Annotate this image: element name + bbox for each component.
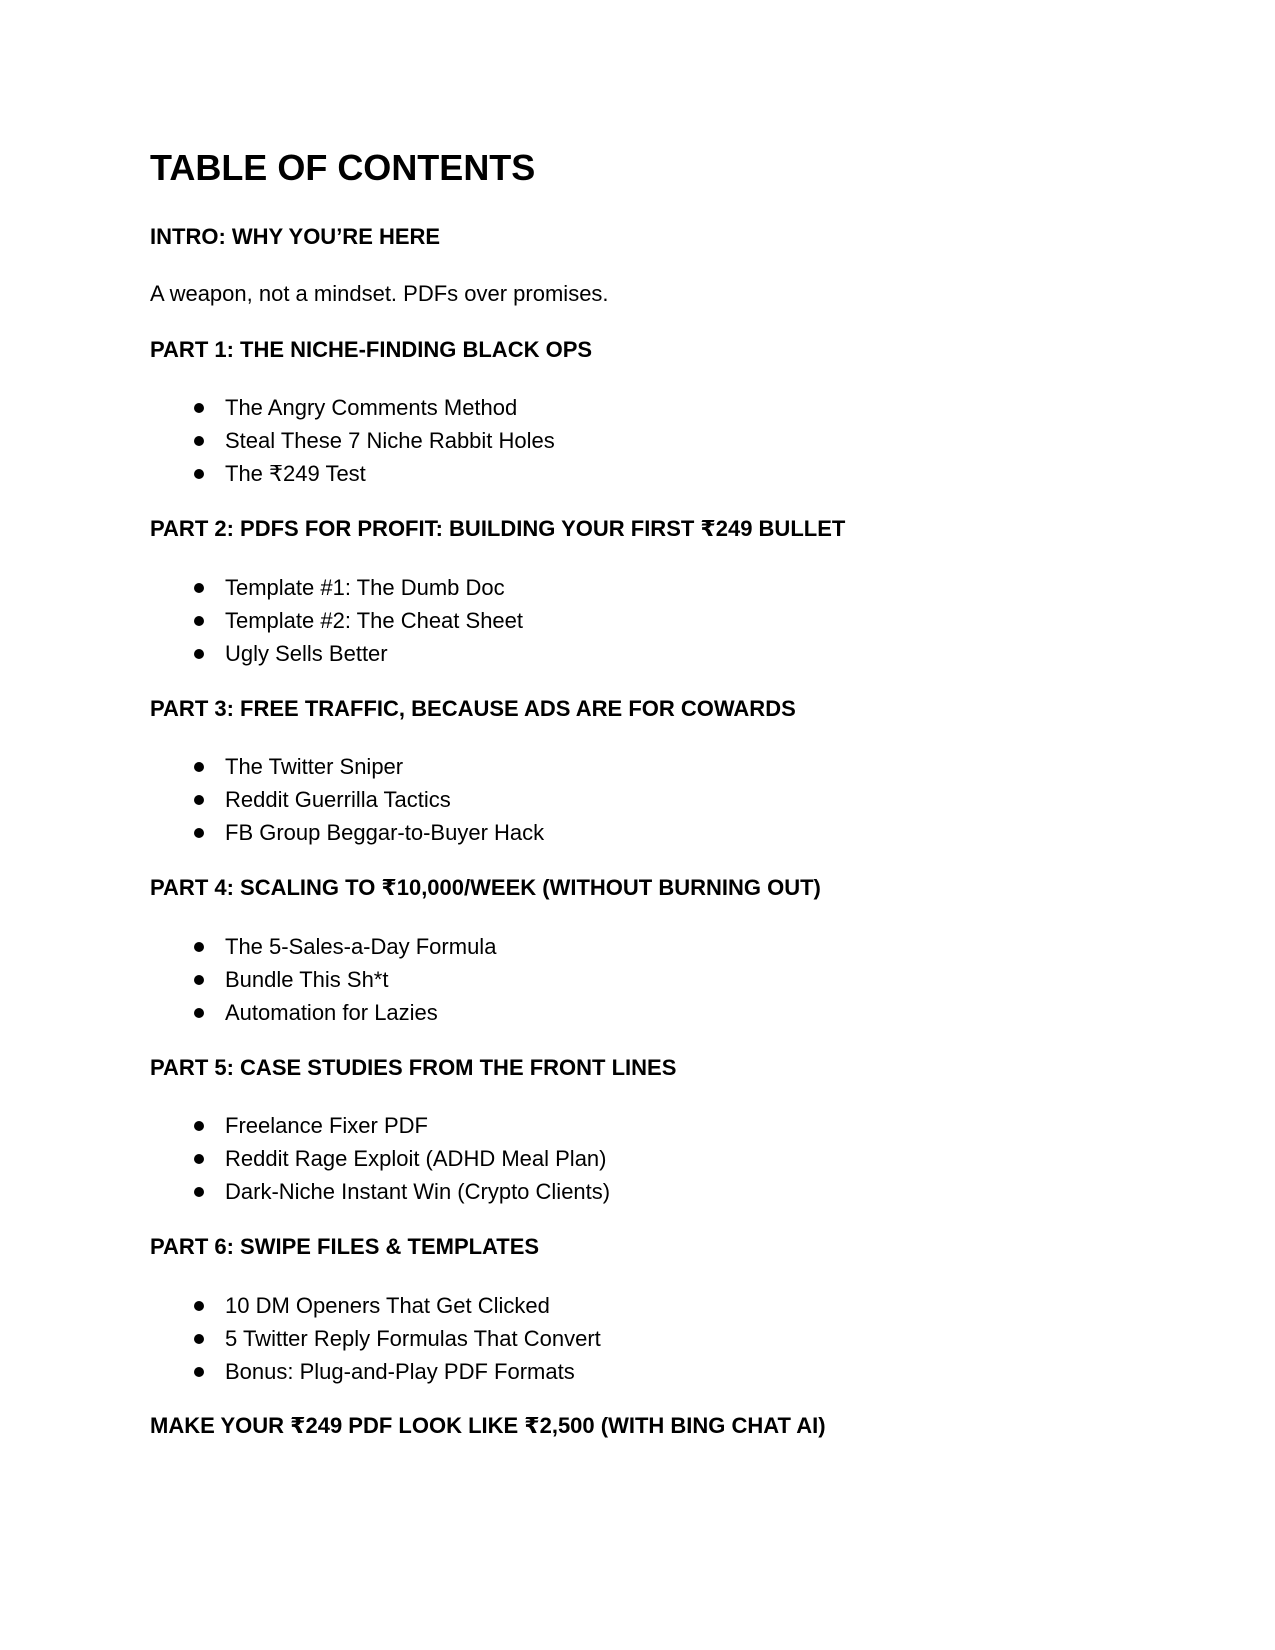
part-5-heading: PART 5: CASE STUDIES FROM THE FRONT LINES (150, 1055, 677, 1080)
part-4-heading: PART 4: SCALING TO ₹10,000/WEEK (WITHOUT BURNING OUT) (150, 875, 821, 900)
bullet-icon (194, 1121, 204, 1131)
bullet-icon (194, 1301, 204, 1311)
bullet-icon (194, 436, 204, 446)
part-1-heading: PART 1: THE NICHE-FINDING BLACK OPS (150, 337, 593, 362)
bullet-icon (194, 942, 204, 952)
bullet-icon (194, 1334, 204, 1344)
bullet-icon (194, 1367, 204, 1377)
final-heading: MAKE YOUR ₹249 PDF LOOK LIKE ₹2,500 (WITH BING CHAT AI) (150, 1413, 826, 1438)
page-title: TABLE OF CONTENTS (150, 147, 536, 188)
bullet-icon (194, 762, 204, 772)
bullet-icon (194, 583, 204, 593)
bullet-icon (194, 975, 204, 985)
intro-text: A weapon, not a mindset. PDFs over promises. (150, 281, 609, 306)
part-6-heading: PART 6: SWIPE FILES & TEMPLATES (150, 1234, 540, 1259)
bullet-icon (194, 616, 204, 626)
bullet-icon (194, 1008, 204, 1018)
part-2-heading: PART 2: PDFS FOR PROFIT: BUILDING YOUR FIRST ₹249 BULLET (150, 516, 846, 541)
bullet-icon (194, 649, 204, 659)
bullet-icon (194, 1187, 204, 1197)
bullet-icon (194, 828, 204, 838)
bullet-icon (194, 403, 204, 413)
bullet-icon (194, 1154, 204, 1164)
bullet-icon (194, 795, 204, 805)
intro-heading: INTRO: WHY YOU’RE HERE (150, 224, 441, 249)
bullet-icon (194, 469, 204, 479)
part-3-heading: PART 3: FREE TRAFFIC, BECAUSE ADS ARE FOR COWARDS (150, 696, 796, 721)
